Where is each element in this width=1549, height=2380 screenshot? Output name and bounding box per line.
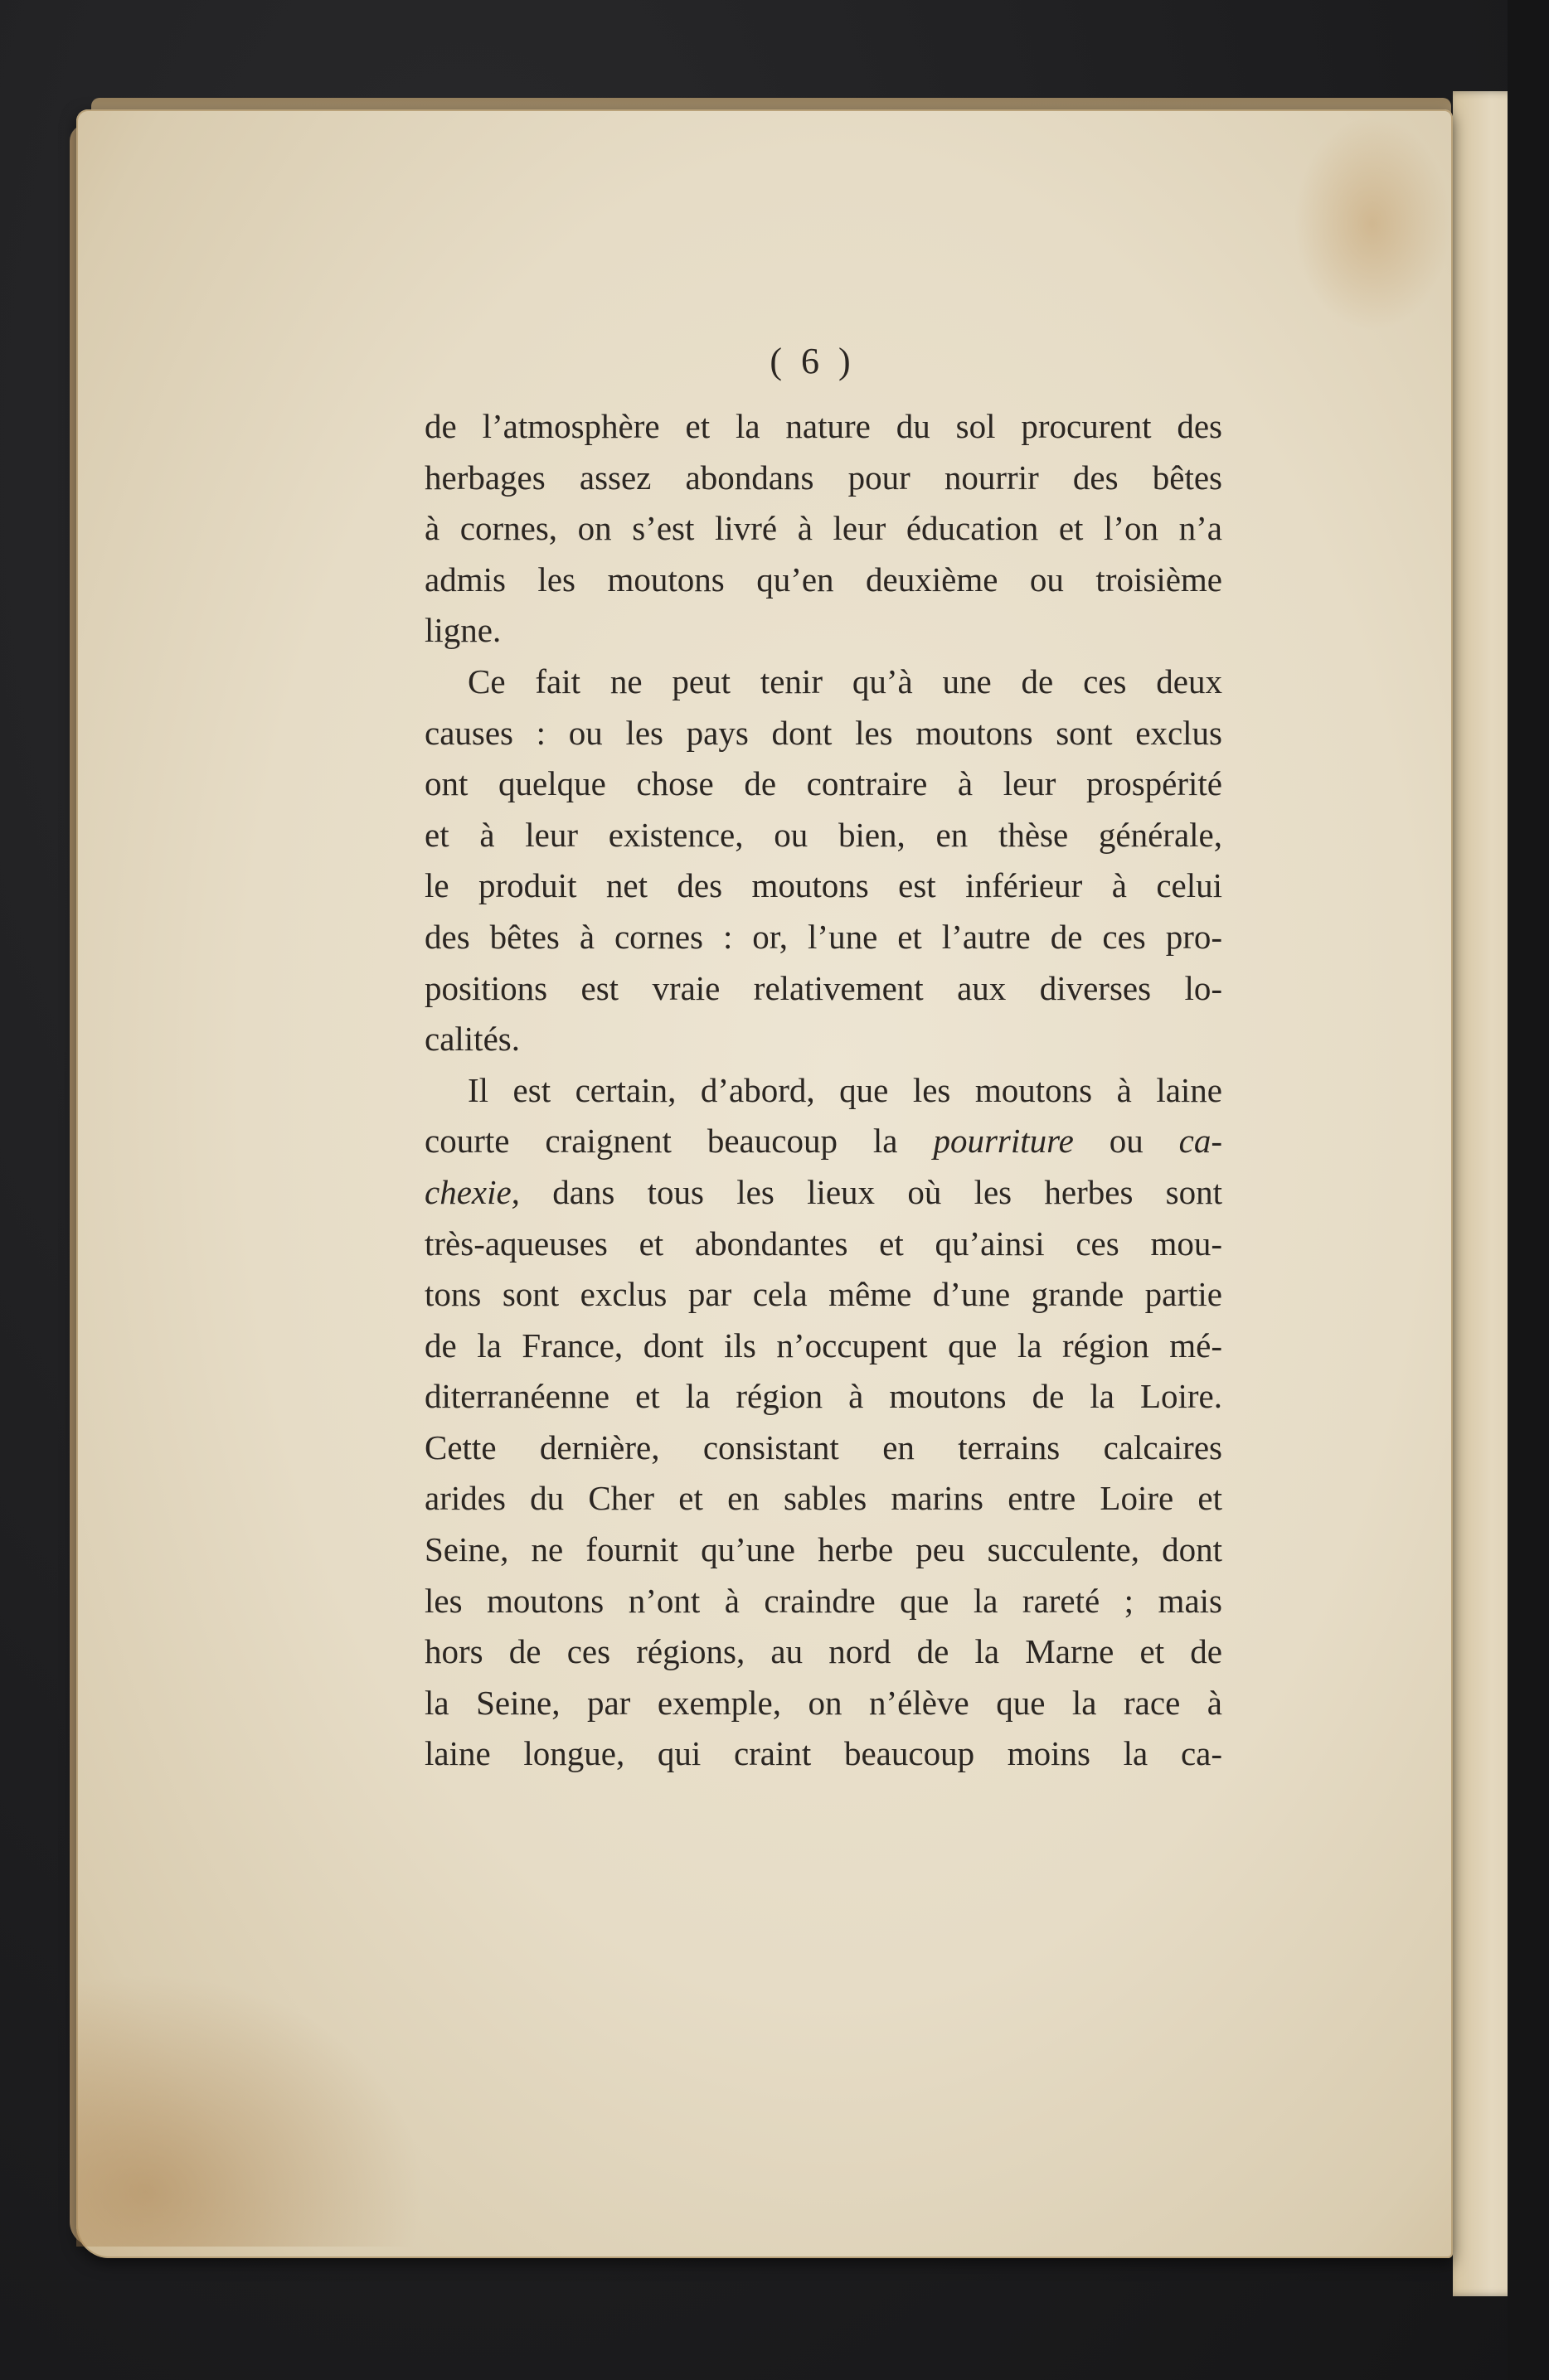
text-line: très-aqueuses et abondantes et qu’ainsi ces mou- — [425, 1224, 1222, 1263]
italic-term: ca- — [1178, 1122, 1223, 1161]
page-text — [425, 401, 1222, 1780]
italic-term: pourriture — [933, 1122, 1074, 1161]
text-line: tons sont exclus par cela même d’une grande partie — [425, 1275, 1222, 1314]
binding-shadow — [1508, 0, 1549, 2380]
text-segment: courte craignent beaucoup la — [425, 1122, 898, 1161]
text-line: diterranéenne et la région à moutons de la Loire. — [425, 1377, 1222, 1416]
text-line: Il est certain, d’abord, que les moutons à laine — [468, 1070, 1222, 1109]
italic-term: chexie, — [425, 1172, 520, 1211]
text-line: ligne. — [425, 611, 502, 650]
text-line: laine longue, qui craint beaucoup moins la ca- — [425, 1734, 1222, 1773]
text-line: des bêtes à cornes : or, l’une et l’autre de ces pro- — [425, 917, 1222, 956]
text-line: arides du Cher et en sables marins entre Loire et — [425, 1479, 1222, 1518]
text-line: la Seine, par exemple, on n’élève que la race à — [425, 1683, 1222, 1722]
text-line: les moutons n’ont à craindre que la rareté ; mais — [425, 1581, 1222, 1620]
page-number: ( 6 ) — [770, 341, 856, 381]
text-line: de l’atmosphère et la nature du sol procurent des — [425, 407, 1222, 445]
text-line: le produit net des moutons est inférieur à celui — [425, 866, 1222, 905]
text-line: causes : ou les pays dont les moutons sont exclus — [425, 713, 1222, 752]
text-line: Cette dernière, consistant en terrains calcaires — [425, 1428, 1222, 1466]
text-line-with-italic — [425, 1167, 1222, 1219]
text-line: Seine, ne fournit qu’une herbe peu succulente, dont — [425, 1530, 1222, 1569]
text-line: et à leur existence, ou bien, en thèse générale, — [425, 815, 1222, 854]
foxing-stain-top — [1294, 116, 1451, 332]
text-line-with-italic — [425, 1116, 1222, 1167]
text-line: admis les moutons qu’en deuxième ou troisième — [425, 560, 1222, 599]
foxing-stain-bottom — [76, 1973, 425, 2247]
text-line: herbages assez abondans pour nourrir des bêtes — [425, 458, 1222, 497]
text-segment: dans tous les lieux où les herbes sont — [552, 1172, 1223, 1211]
text-line: calités. — [425, 1020, 520, 1059]
text-segment: ou — [1109, 1122, 1144, 1161]
text-line: ont quelque chose de contraire à leur prospérité — [425, 764, 1222, 803]
text-line: à cornes, on s’est livré à leur éducation et l’on n’a — [425, 509, 1222, 548]
text-line: de la France, dont ils n’occupent que la région mé- — [425, 1326, 1222, 1365]
text-line: hors de ces régions, au nord de la Marne et de — [425, 1632, 1222, 1671]
text-line: Ce fait ne peut tenir qu’à une de ces deux — [468, 662, 1222, 700]
text-line: positions est vraie relativement aux diverses lo- — [425, 968, 1222, 1007]
